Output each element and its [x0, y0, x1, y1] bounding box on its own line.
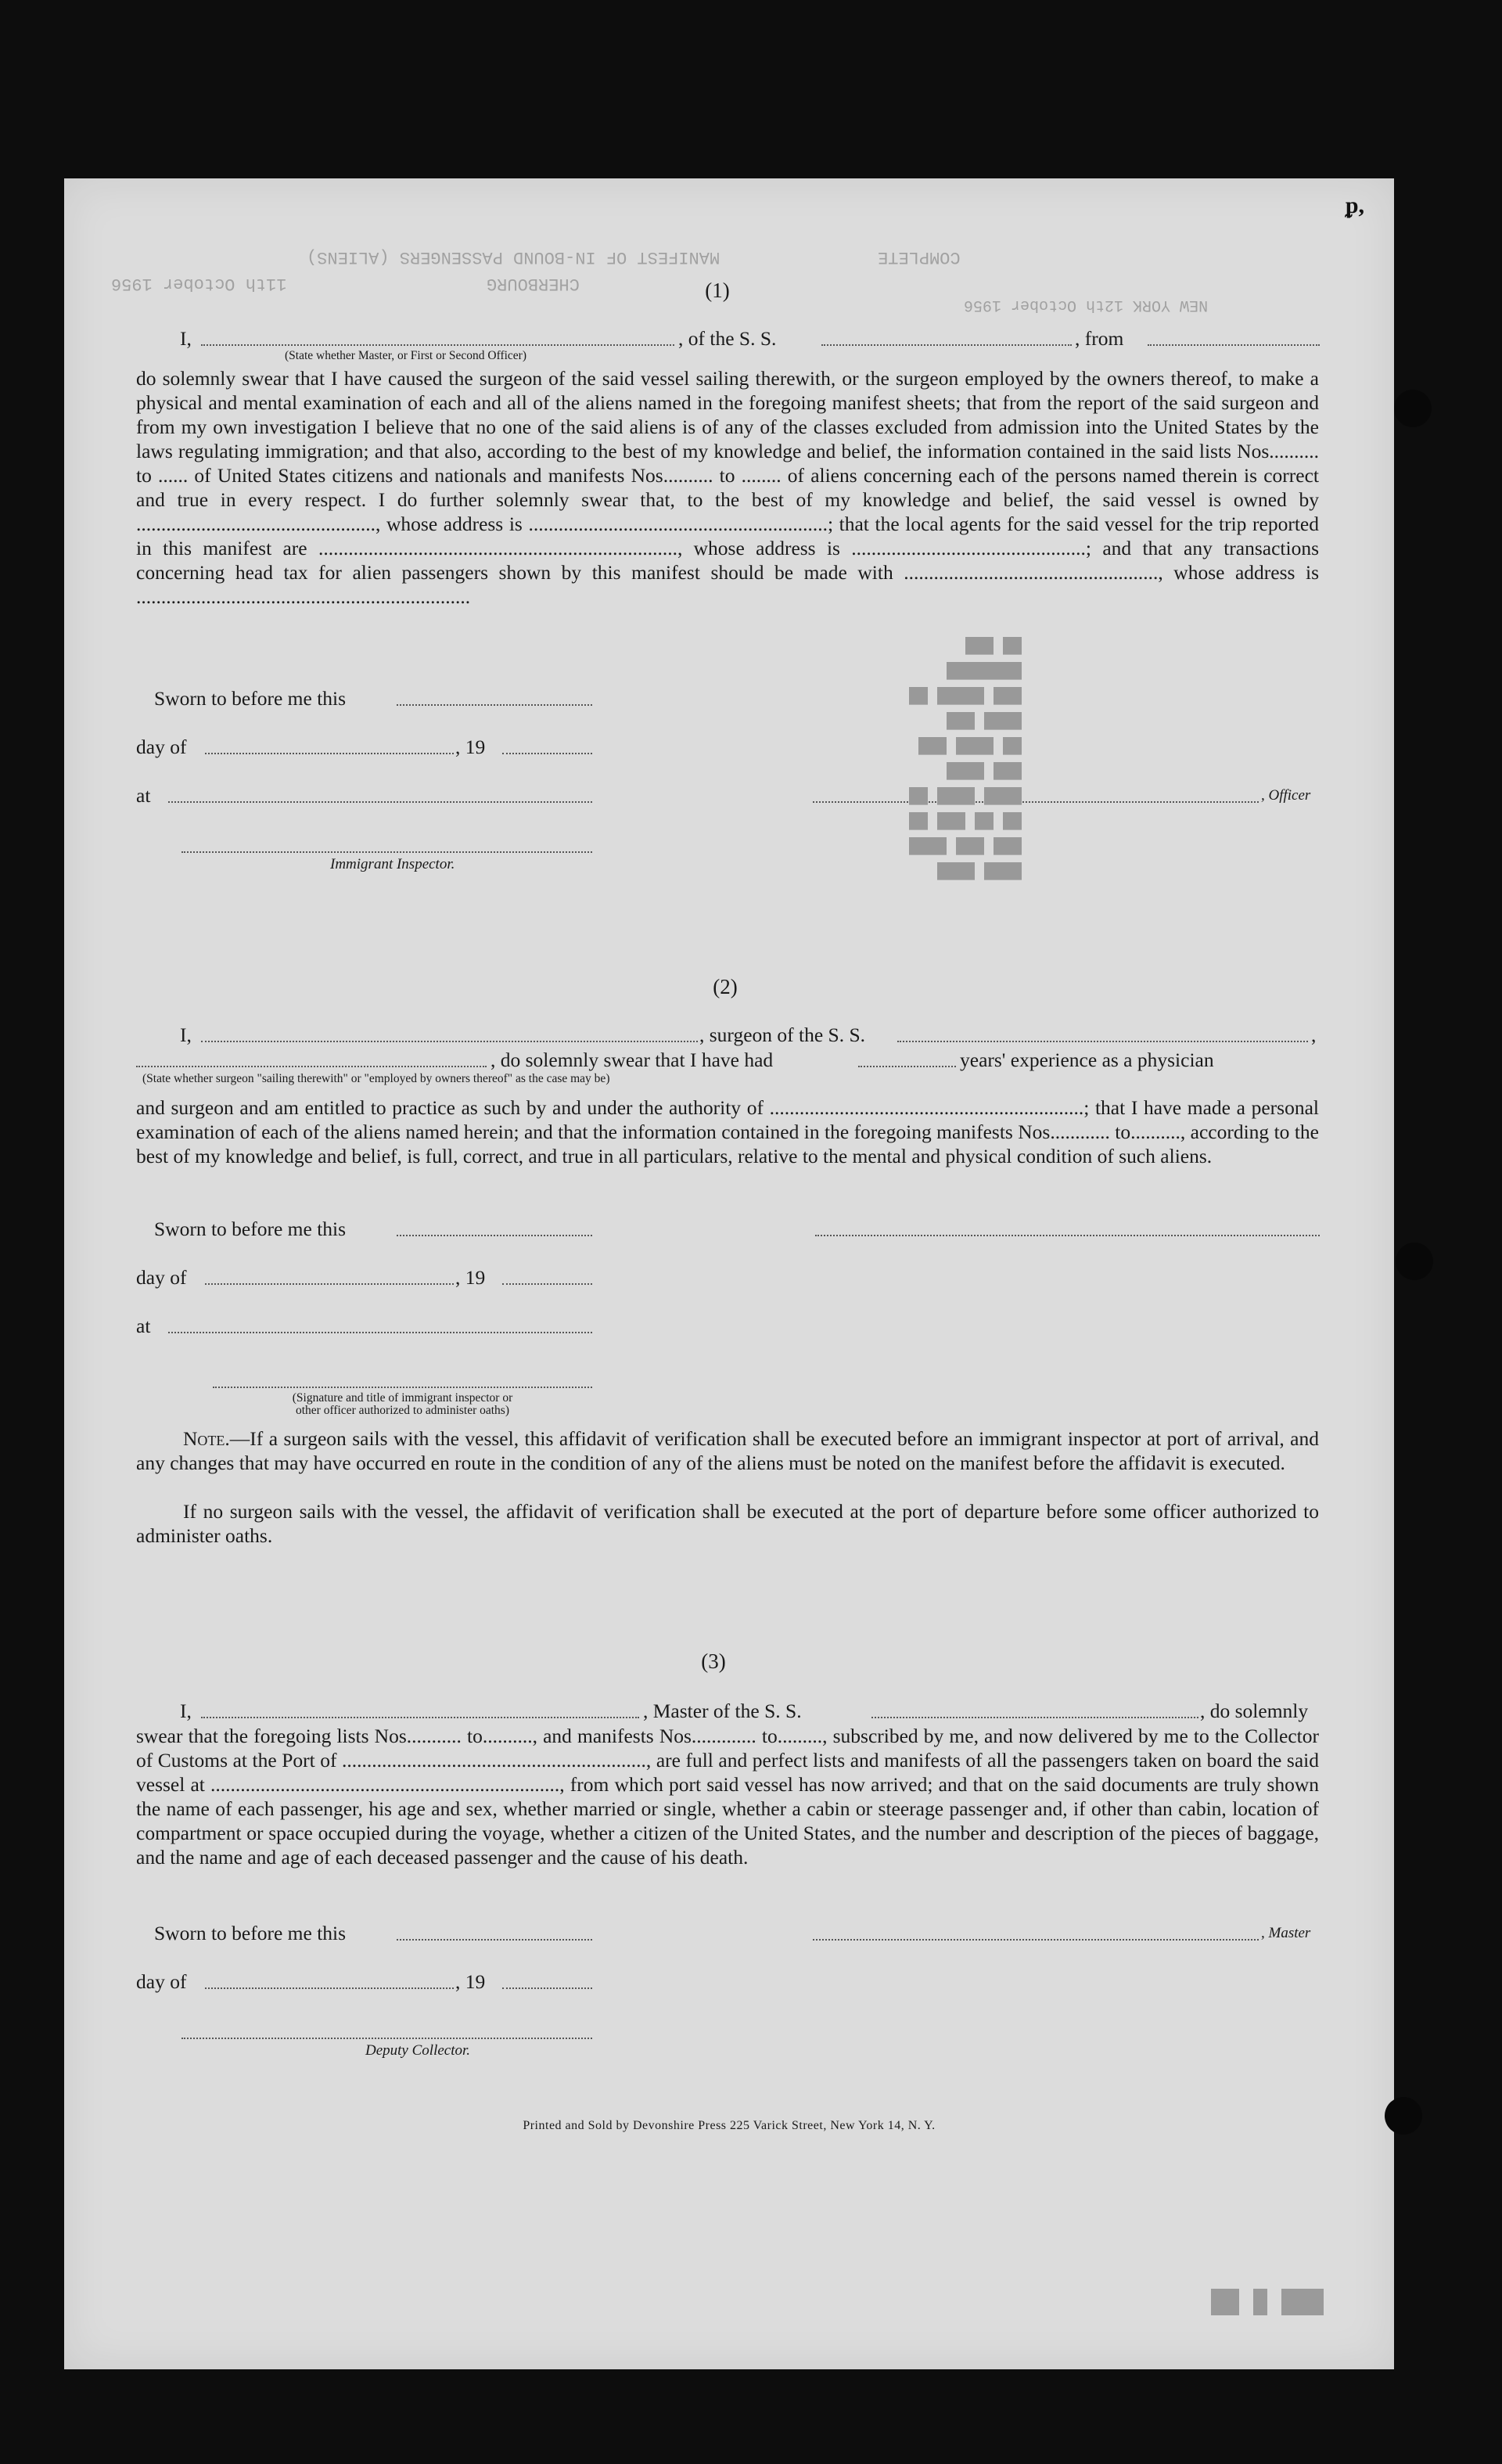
s3-deputy-signature-field[interactable] [181, 2038, 592, 2039]
s1-officer-label: , Officer [1261, 787, 1311, 804]
punch-hole-top [1394, 390, 1432, 427]
s1-at-field[interactable] [168, 801, 592, 803]
s3-deputy-caption: Deputy Collector. [365, 2042, 471, 2059]
s3-vessel-field[interactable] [871, 1717, 1198, 1718]
s2-surgeon-name-field[interactable] [201, 1041, 698, 1042]
printer-footer: Printed and Sold by Devonshire Press 225 Varick Street, New York 14, N. Y. [523, 2119, 936, 2132]
s2-surgeon-caption: (State whether surgeon "sailing therewith" or "employed by owners thereof" as the case may be) [142, 1072, 610, 1085]
s1-inspector-caption: Immigrant Inspector. [330, 856, 455, 872]
punch-hole-middle [1396, 1243, 1433, 1280]
section-2-number: (2) [713, 975, 738, 998]
note-paragraph-1 [136, 1426, 1319, 1475]
note-label: Note. [183, 1427, 230, 1450]
s1-from-port-field[interactable] [1148, 344, 1320, 346]
manifest-form-page [64, 178, 1394, 2369]
s1-inspector-signature-field[interactable] [181, 851, 592, 853]
s3-day-of-label: day of [136, 1970, 187, 1993]
s3-sworn-label: Sworn to before me this [154, 1922, 347, 1944]
s2-at-label: at [136, 1315, 151, 1337]
s3-master-name-field[interactable] [201, 1717, 639, 1718]
s3-day-field[interactable] [205, 1987, 454, 1989]
s3-master-label: , Master [1261, 1925, 1311, 1941]
punch-hole-bottom [1385, 2097, 1422, 2135]
s1-at-label: at [136, 784, 151, 807]
s3-master-signature-field[interactable] [813, 1939, 1259, 1941]
s1-officer-signature-field[interactable] [813, 801, 1259, 803]
s2-sworn-field[interactable] [397, 1235, 592, 1236]
s3-line1-mid: , Master of the S. S. [643, 1700, 802, 1722]
s2-year-field[interactable] [502, 1283, 592, 1285]
s2-line1-end: , surgeon of the S. S. [699, 1023, 866, 1046]
s2-line1-comma: , [1311, 1023, 1317, 1046]
s2-at-field[interactable] [168, 1332, 592, 1333]
section-1-number: (1) [705, 279, 730, 302]
note-paragraph-2: If no surgeon sails with the vessel, the affidavit of verification shall be executed at the port of departure before some officer authorized to administer oaths. [136, 1500, 1319, 1547]
s1-day-field[interactable] [205, 753, 454, 754]
bleed-bottom-stamp: ███ █ ██ [1210, 2288, 1324, 2315]
bleed-header-status: COMPLETE [878, 247, 961, 267]
s1-oath-body: do solemnly swear that I have caused the surgeon of the said vessel sailing therewith, or the surgeon employed by the owners thereof, to make a physical and mental examination of each and all of the aliens named in the foregoing manifest sheets; that from the report of the said surgeon and from my own investigation I believe that no one of the said aliens is of any of the classes excluded from admission into the United States by the laws regulating immigration; and that also, according to the best of my knowledge and belief, the information contained in the said lists Nos.......... to ...... of United States citizens and nationals and manifests Nos.......... to ........ of aliens concerning each of the persons named therein is correct and true in every respect. I do further solemnly swear that, to the best of my knowledge and belief, the said vessel is owned by ................................................, whose address is ............................................................; that the local agents for the said vessel for the trip reported in this manifest are ........................................................................, whose address is ...............................................; and that any transactions concerning head tax for alien passengers shown by this manifest should be made with ..................................................., whose address is ................................................................... [136, 367, 1319, 608]
section-3-number: (3) [701, 1649, 726, 1673]
s2-vessel-field[interactable] [897, 1041, 1308, 1042]
s2-surgeon-type-field[interactable] [136, 1066, 487, 1067]
corner-mark: ᵱ, [1345, 192, 1364, 218]
s2-sig-caption-2: other officer authorized to administer oaths) [295, 1404, 510, 1417]
s1-line1-mid: , of the S. S. [678, 327, 777, 350]
s2-line1-start: I, [180, 1023, 192, 1046]
bleed-header-date: 11th October 1956 [111, 274, 287, 293]
s1-sworn-label: Sworn to before me this [154, 687, 347, 710]
bleed-header-title: MANIFEST OF IN-BOUND PASSENGERS (ALIENS) [307, 247, 720, 267]
s2-line2-mid: , do solemnly swear that I have had [490, 1049, 774, 1071]
s2-day-field[interactable] [205, 1283, 454, 1285]
s1-sworn-field[interactable] [397, 704, 592, 706]
s3-line1-end: , do solemnly [1200, 1700, 1309, 1722]
s3-line1-start: I, [180, 1700, 192, 1722]
s3-sworn-field[interactable] [397, 1939, 592, 1941]
s1-master-caption: (State whether Master, or First or Second Officer) [285, 349, 527, 362]
s2-surgeon-signature-field[interactable] [815, 1235, 1320, 1236]
s2-line2-end: years' experience as a physician [960, 1049, 1214, 1071]
s1-master-name-field[interactable] [201, 344, 674, 346]
s2-sig-caption-1: (Signature and title of immigrant inspector or [292, 1391, 513, 1405]
s3-year-field[interactable] [502, 1987, 592, 1989]
s1-year-field[interactable] [502, 753, 592, 754]
bleed-address-listing: ████ ████ ███ ███ ████ ██ ██ ███ ██ ████ ████ ██ ███ ████ ██ ████ ███ ████ ███ ███ █████ ██ ████████ ██ ███ [909, 636, 1022, 879]
note-text-1: —If a surgeon sails with the vessel, this affidavit of verification shall be executed before an immigrant inspector at port of arrival, and any changes that may have occurred en route in the condition of any of the aliens must be noted on the manifest before the affidavit is executed. [136, 1427, 1319, 1474]
s2-oath-body: and surgeon and am entitled to practice as such by and under the authority of ...............................................................; that I have made a personal examination of each of the aliens named herein; and that the information contained in the foregoing manifests Nos............ to.........., according to the best of my knowledge and belief, is full, correct, and true in all particulars, relative to the mental and physical condition of such aliens. [136, 1096, 1319, 1167]
s2-inspector-signature-field[interactable] [213, 1387, 592, 1388]
s1-line1-end: , from [1075, 327, 1124, 350]
s2-year-label: , 19 [455, 1266, 486, 1289]
s1-year-label: , 19 [455, 736, 486, 758]
s2-day-of-label: day of [136, 1266, 187, 1289]
s1-vessel-field[interactable] [821, 344, 1072, 346]
bleed-header-port: CHERBOURG [487, 274, 580, 293]
bleed-header-arrival: NEW YORK 12th October 1956 [964, 296, 1209, 314]
s1-line1-start: I, [180, 327, 192, 350]
s2-sworn-label: Sworn to before me this [154, 1218, 347, 1240]
s3-oath-body: swear that the foregoing lists Nos........... to.........., and manifests Nos............. to........., subscribed by me, and now delivered by me to the Collector of Customs at the Port of ............................................................., are full and perfect lists and manifests of all the passengers taken on board the said vessel at ......................................................................, from which port said vessel has now arrived; and that on the said documents are truly shown the name of each passenger, his age and sex, whether married or single, whether a cabin or steerage passenger and, if other than cabin, location of compartment or space occupied during the voyage, whether a citizen of the United States, and the number and description of the pieces of baggage, and the name and age of each deceased passenger and the cause of his death. [136, 1725, 1319, 1869]
s3-year-label: , 19 [455, 1970, 486, 1993]
s2-years-field[interactable] [858, 1066, 956, 1067]
s1-day-of-label: day of [136, 736, 187, 758]
